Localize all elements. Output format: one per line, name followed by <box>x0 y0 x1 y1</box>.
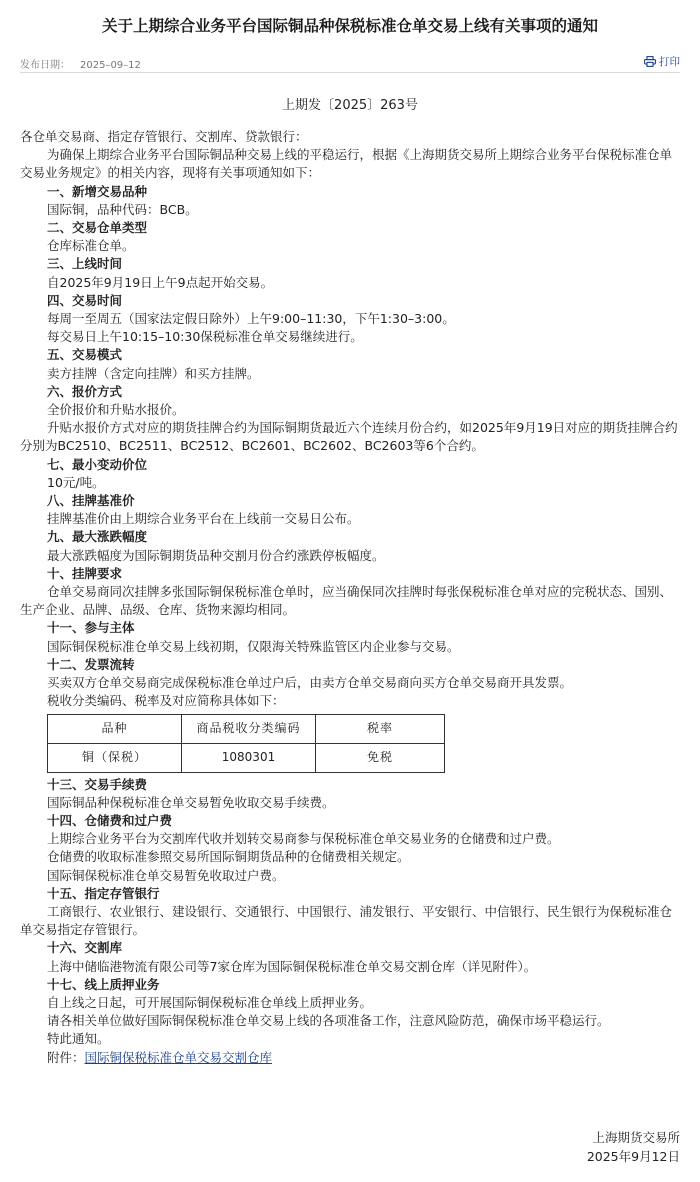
page-title: 关于上期综合业务平台国际铜品种保税标准仓单交易上线有关事项的通知 <box>101 17 598 35</box>
section-heading: 五、交易模式 <box>47 347 123 363</box>
intro-paragraph: 为确保上期综合业务平台国际铜品种交易上线的平稳运行，根据《上海期货交易所上期综合业务平台保税标准仓单交易业务规定》的相关内容，现将有关事项通知如下： <box>20 147 673 181</box>
section-heading: 七、最小变动价位 <box>47 456 148 472</box>
attachment-row <box>20 1049 680 1067</box>
signature-org: 上海期货交易所 <box>592 1130 680 1145</box>
section-heading: 一、新增交易品种 <box>47 183 148 199</box>
attachment-link[interactable]: 国际铜保税标准仓单交易交割仓库 <box>84 1049 273 1065</box>
section-heading: 十六、交割库 <box>47 940 123 956</box>
attachment-label: 附件： <box>47 1049 85 1065</box>
publish-date-label: 发布日期： <box>20 60 70 71</box>
section-text: 买卖双方仓单交易商完成保税标准仓单过户后，由卖方仓单交易商向买方仓单交易商开具发票。 <box>47 675 573 691</box>
table-cell: 1080301 <box>182 743 316 772</box>
section-text: 请各相关单位做好国际铜保税标准仓单交易上线的各项准备工作，注意风险防范，确保市场平稳运行。 <box>47 1013 610 1029</box>
section-heading: 三、上线时间 <box>47 256 123 272</box>
document-number: 上期发〔2025〕263号 <box>282 98 418 113</box>
section-text: 挂牌基准价由上期综合业务平台在上线前一交易日公布。 <box>47 511 360 527</box>
section-heading: 九、最大涨跌幅度 <box>47 529 148 545</box>
section-heading: 十四、仓储费和过户费 <box>47 812 173 828</box>
section-text: 仓单交易商同次挂牌多张国际铜保税标准仓单时，应当确保同次挂牌时每张保税标准仓单对应的完税状态、国别、生产企业、品牌、品级、仓库、货物来源均相同。 <box>20 584 673 618</box>
section-text: 最大涨跌幅度为国际铜期货品种交割月份合约涨跌停板幅度。 <box>47 547 385 563</box>
tax-table <box>47 714 445 773</box>
section-text: 卖方挂牌（含定向挂牌）和买方挂牌。 <box>47 365 260 381</box>
signature-block <box>587 1128 680 1166</box>
notice-body <box>20 128 680 1067</box>
table-cell: 免税 <box>316 743 445 772</box>
section-text: 国际铜保税标准仓单交易上线初期，仅限海关特殊监管区内企业参与交易。 <box>47 638 460 654</box>
section-text: 每周一至周五（国家法定假日除外）上午9:00–11:30，下午1:30–3:00。 <box>47 311 455 327</box>
section-text: 税收分类编码、税率及对应简称具体如下： <box>47 693 285 709</box>
section-text: 自上线之日起，可开展国际铜保税标准仓单线上质押业务。 <box>47 994 373 1010</box>
header-divider <box>20 72 680 73</box>
salutation: 各仓单交易商、指定存管银行、交割库、贷款银行： <box>20 129 308 144</box>
table-row <box>48 743 445 772</box>
table-header-cell: 品种 <box>48 714 182 743</box>
section-text: 10元/吨。 <box>47 474 105 490</box>
section-heading: 二、交易仓单类型 <box>47 220 148 236</box>
section-text: 自2025年9月19日上午9点起开始交易。 <box>47 274 274 290</box>
publish-date: 2025–09–12 <box>80 60 141 71</box>
section-text: 全价报价和升贴水报价。 <box>47 402 185 418</box>
section-heading: 八、挂牌基准价 <box>47 493 135 509</box>
section-heading: 十七、线上质押业务 <box>47 976 160 992</box>
section-text: 国际铜，品种代码：BCB。 <box>47 201 198 217</box>
section-text: 每交易日上午10:15–10:30保税标准仓单交易继续进行。 <box>47 329 363 345</box>
section-heading: 十三、交易手续费 <box>47 776 148 792</box>
section-heading: 十五、指定存管银行 <box>47 885 160 901</box>
print-label: 打印 <box>659 56 680 68</box>
section-heading: 十、挂牌要求 <box>47 565 123 581</box>
signature-date: 2025年9月12日 <box>586 1149 680 1164</box>
section-text: 特此通知。 <box>47 1031 110 1047</box>
print-button[interactable] <box>644 54 680 69</box>
section-text: 升贴水报价方式对应的期货挂牌合约为国际铜期货最近六个连续月份合约，如2025年9月19日对应的期货挂牌合约分别为BC2510、BC2511、BC2512、BC2601、BC2602、BC2603等6个合约。 <box>20 420 678 454</box>
section-heading: 十二、发票流转 <box>47 656 135 672</box>
section-text: 国际铜品种保税标准仓单交易暂免收取交易手续费。 <box>47 794 335 810</box>
section-heading: 四、交易时间 <box>47 292 123 308</box>
section-heading: 六、报价方式 <box>47 383 123 399</box>
table-header-row <box>48 714 445 743</box>
section-text: 工商银行、农业银行、建设银行、交通银行、中国银行、浦发银行、平安银行、中信银行、民生银行为保税标准仓单交易指定存管银行。 <box>20 903 673 938</box>
table-header-cell: 税率 <box>316 714 445 743</box>
table-cell: 铜（保税） <box>48 743 182 772</box>
section-text: 仓库标准仓单。 <box>47 238 135 254</box>
printer-icon <box>644 56 656 67</box>
section-text: 上海中储临港物流有限公司等7家仓库为国际铜保税标准仓单交易交割仓库（详见附件）。 <box>47 958 537 974</box>
table-header-cell: 商品税收分类编码 <box>182 714 316 743</box>
section-text: 国际铜保税标准仓单交易暂免收取过户费。 <box>47 867 285 883</box>
section-text: 上期综合业务平台为交割库代收并划转交易商参与保税标准仓单交易业务的仓储费和过户费。 <box>47 831 560 847</box>
publish-info <box>20 56 141 71</box>
section-heading: 十一、参与主体 <box>47 620 135 636</box>
section-text: 仓储费的收取标准参照交易所国际铜期货品种的仓储费相关规定。 <box>47 849 410 865</box>
